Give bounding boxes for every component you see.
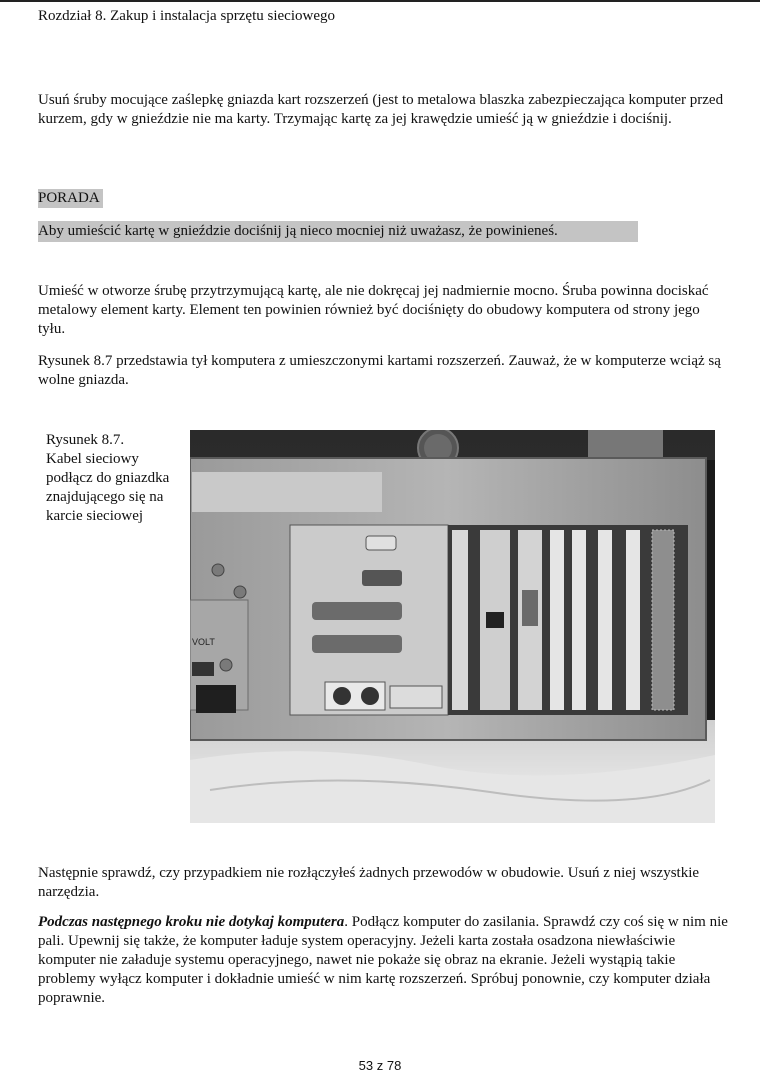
page-indicator: 53 z 78 [358, 1058, 402, 1073]
paragraph-power-on [38, 913, 728, 1008]
figure-number: Rysunek 8.7. [46, 432, 125, 448]
volt-label: VOLT [192, 637, 215, 647]
paragraph-insert-screw: Umieść w otworze śrubę przytrzymującą kartę, ale nie dokręcaj jej nadmiernie mocno. Śruba powinna dociskać metalowy element karty. Element ten powinien również być dociśnięty do obudowy komputera od strony jego tyłu. [38, 283, 709, 337]
figure-caption [46, 431, 186, 526]
tip-text: Aby umieścić kartę w gnieździe dociśnij ją nieco mocniej niż uważasz, że powinieneś. [38, 221, 638, 242]
computer-back-photo [190, 430, 715, 823]
paragraph-check-cables: Następnie sprawdź, czy przypadkiem nie rozłączyłeś żadnych przewodów w obudowie. Usuń z niej wszystkie narzędzia. [38, 865, 700, 900]
paragraph-remove-screws: Usuń śruby mocujące zaślepkę gniazda kart rozszerzeń (jest to metalowa blaszka zabezpieczająca komputer przed kurzem, gdy w gnieździe nie ma karty. Trzymając kartę za jej krawędzie umieść ją w gnieździe i dociśnij. [38, 92, 724, 127]
tip-label: PORADA [38, 189, 103, 208]
power-on-instructions: . Podłącz komputer do zasilania. Sprawdź czy coś się w nim nie pali. Upewnij się także, że komputer ładuje system operacyjny. Jeżeli karta została osadzona niewłaściwie komputer nie załaduje systemu operacyjnego, nawet nie pokaże się obraz na ekranie. Jeżeli wystąpią takie problemy wyłącz komputer i dokładnie umieść w nim kartę rozszerzeń. Spróbuj ponownie, czy komputer działa poprawnie. [38, 914, 728, 1006]
power-on-warning: Podczas następnego kroku nie dotykaj komputera [38, 914, 345, 930]
chapter-header: Rozdział 8. Zakup i instalacja sprzętu sieciowego [38, 8, 335, 24]
paragraph-figure-reference: Rysunek 8.7 przedstawia tył komputera z umieszczonymi kartami rozszerzeń. Zauważ, że w komputerze wciąż są wolne gniazda. [38, 353, 721, 388]
top-rule [0, 0, 760, 2]
figure-caption-text: Kabel sieciowy podłącz do gniazdka znajdującego się na karcie sieciowej [46, 451, 170, 524]
